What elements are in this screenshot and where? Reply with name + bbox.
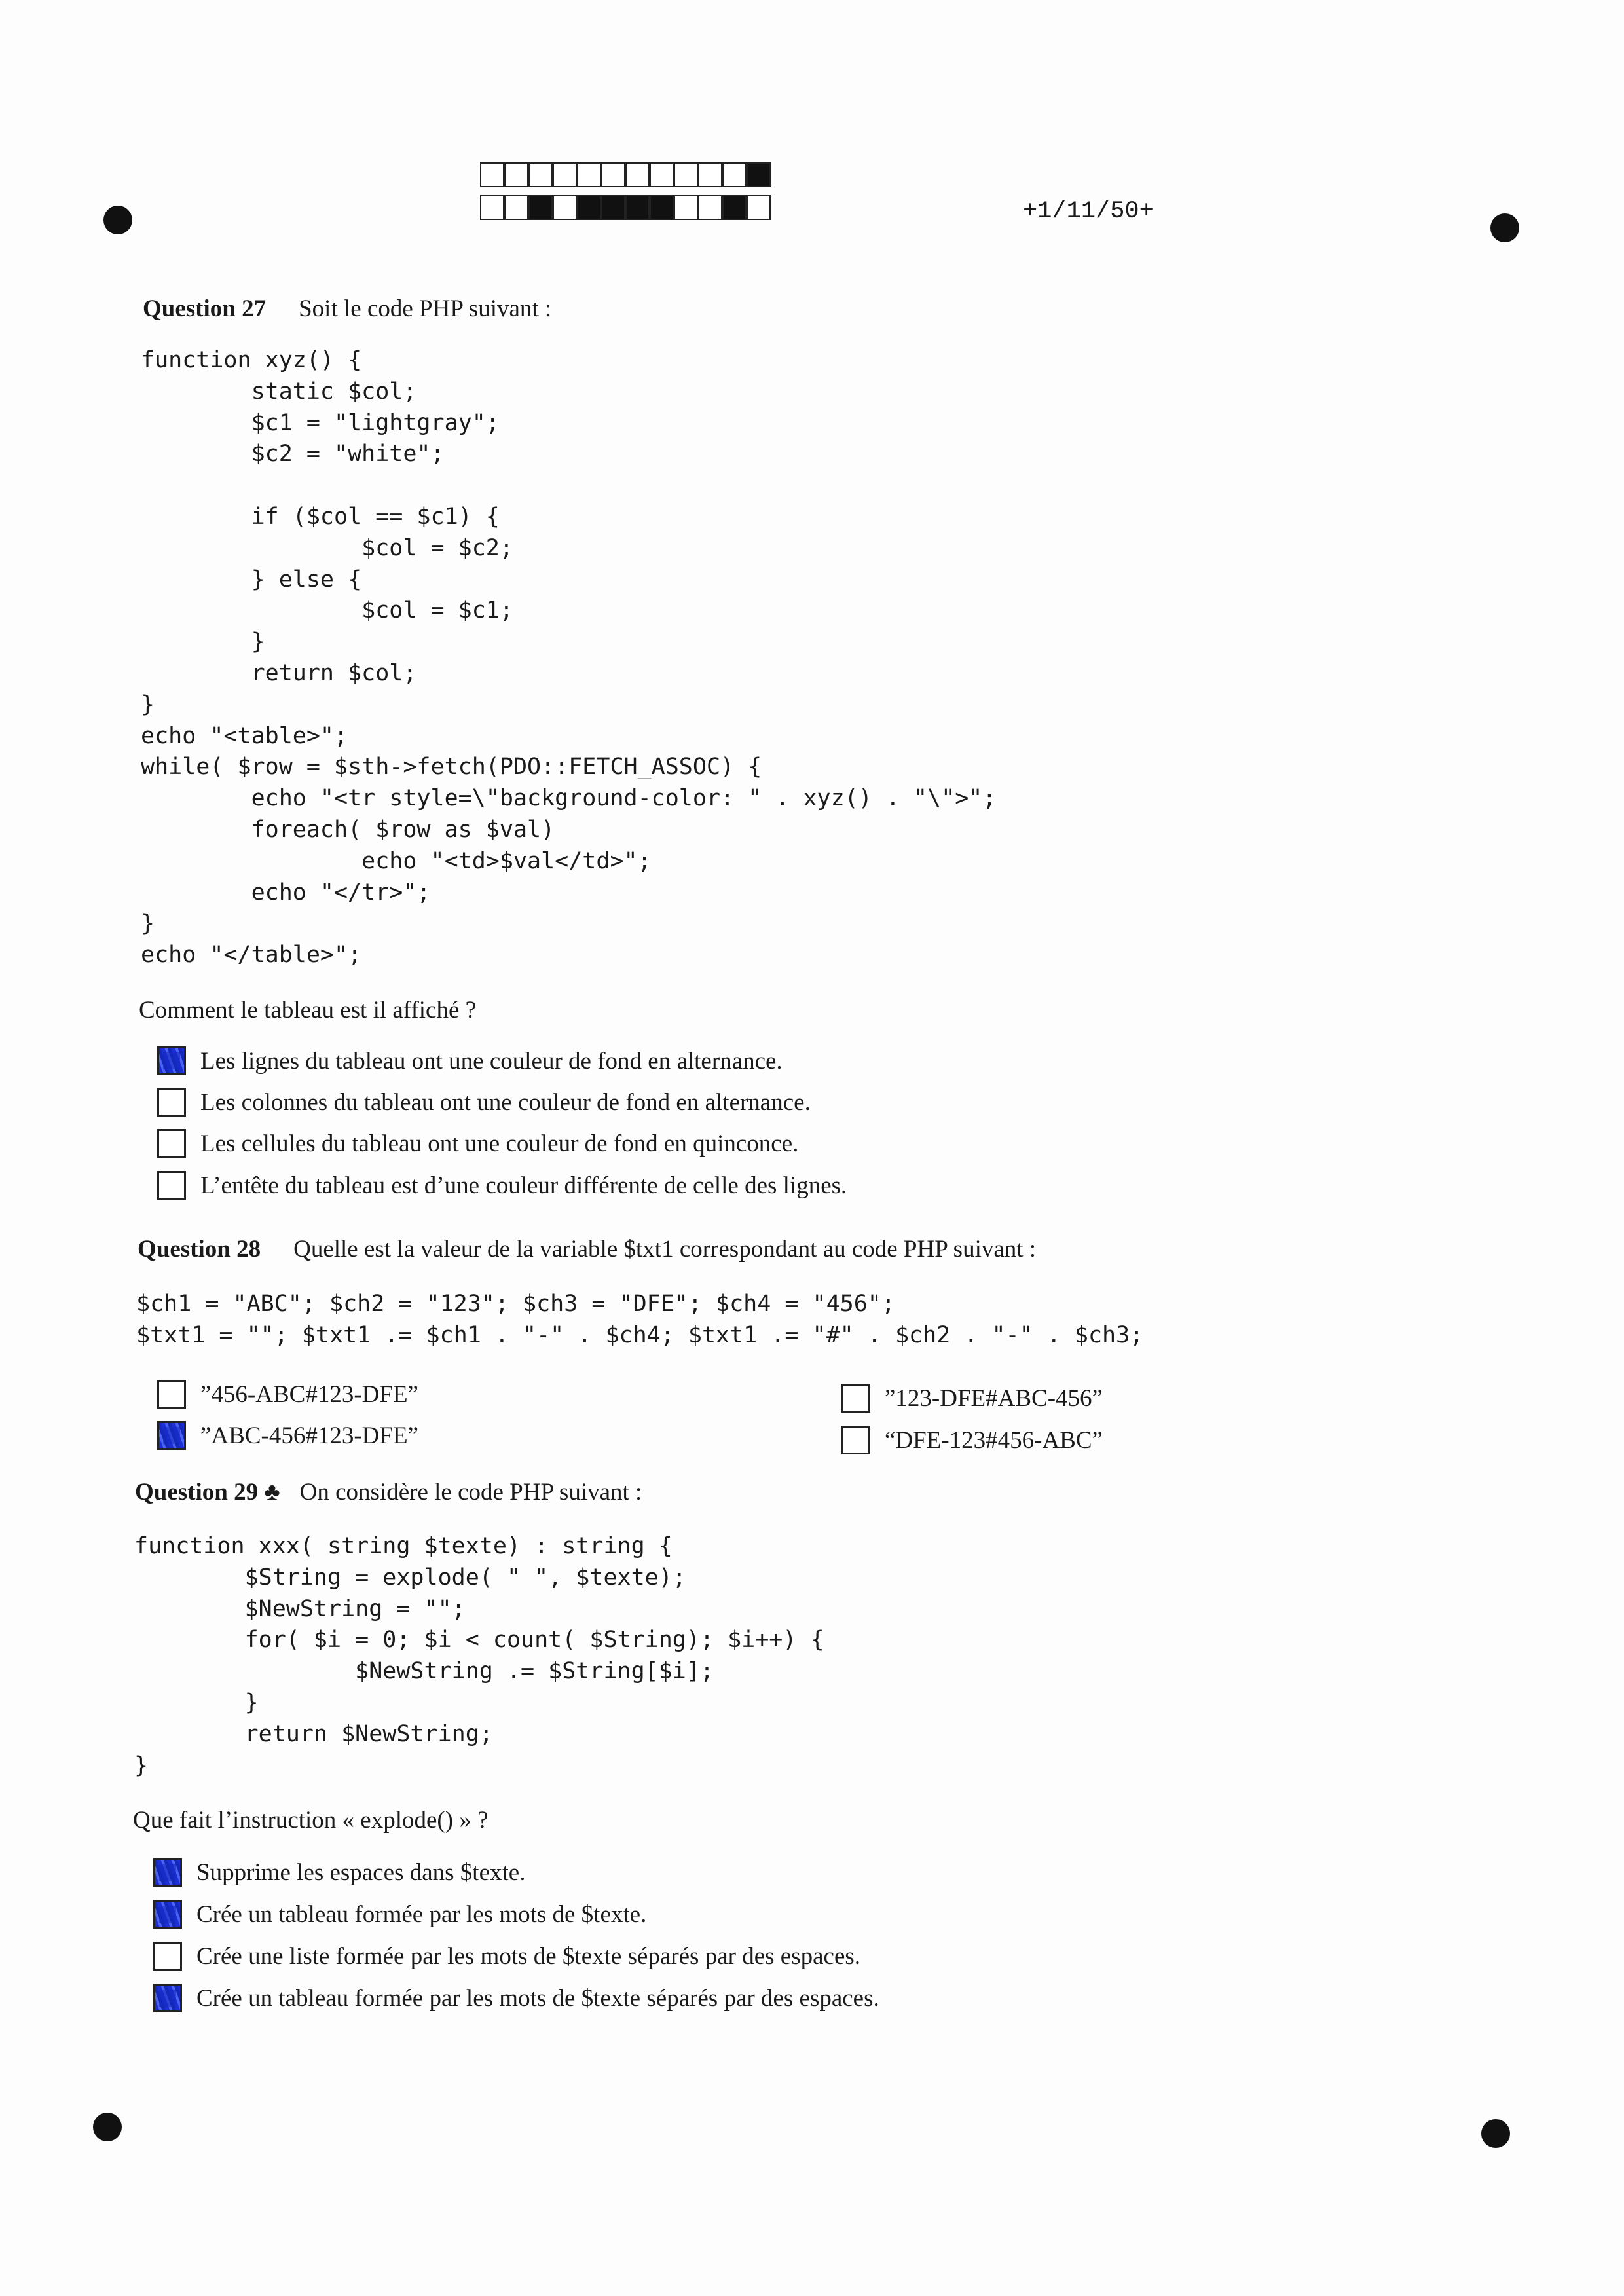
question-29-code: function xxx( string $texte) : string { $String = explode( " ", $texte); $NewString = ""; for( $i = 0; $i < count( $String); $i++) { $NewString .= $String[$i]; } return $NewString; } xyxy=(134,1533,824,1779)
id-cell xyxy=(674,195,698,220)
id-cell xyxy=(528,162,553,187)
q27-option-4-label: L’entête du tableau est d’une couleur différente de celle des lignes. xyxy=(200,1172,847,1199)
q28-option-1-label: ”456-ABC#123-DFE” xyxy=(200,1380,418,1408)
q28-option-2-checkbox[interactable] xyxy=(157,1421,186,1450)
id-cell xyxy=(747,195,771,220)
id-cell xyxy=(722,195,747,220)
id-cell xyxy=(698,195,722,220)
q29-option-2[interactable] xyxy=(153,1900,646,1929)
q27-option-4[interactable] xyxy=(157,1171,847,1200)
q29-option-4[interactable] xyxy=(153,1984,879,2012)
question-29-label: Question 29 xyxy=(135,1479,259,1506)
question-27-title xyxy=(143,295,551,323)
q27-option-2[interactable] xyxy=(157,1088,811,1117)
q28-option-1-checkbox[interactable] xyxy=(157,1380,186,1409)
corner-mark-top-right xyxy=(1490,213,1519,242)
q29-option-2-label: Crée un tableau formée par les mots de $texte. xyxy=(196,1900,647,1928)
question-28-text: Quelle est la valeur de la variable $txt1 correspondant au code PHP suivant : xyxy=(293,1236,1037,1263)
question-29-text: On considère le code PHP suivant : xyxy=(299,1479,642,1506)
id-cell xyxy=(480,195,504,220)
id-cell xyxy=(577,162,601,187)
q28-option-2[interactable] xyxy=(157,1421,418,1450)
q27-option-1[interactable] xyxy=(157,1046,783,1075)
id-cell xyxy=(504,162,528,187)
question-27-code: function xyz() { static $col; $c1 = "lightgray"; $c2 = "white"; if ($col == $c1) { $col = $c2; } else { $col = $c1; } return $col; } echo "<table>"; while( $row = $sth->fetch(PDO::FETCH_ASSOC) { echo "<tr style=\"background-color: " . xyz() . "\">"; foreach( $row as $val) echo "<td>$val</td>"; echo "</tr>"; } echo "</table>"; xyxy=(141,347,997,969)
q29-option-1-label: Supprime les espaces dans $texte. xyxy=(196,1859,526,1886)
id-cell xyxy=(698,162,722,187)
q29-option-3-label: Crée une liste formée par les mots de $texte séparés par des espaces. xyxy=(196,1942,861,1970)
q29-option-3-checkbox[interactable] xyxy=(153,1942,182,1971)
question-27-text: Soit le code PHP suivant : xyxy=(299,295,552,322)
q28-option-4-label: “DFE-123#456-ABC” xyxy=(885,1426,1103,1454)
question-27-prompt: Comment le tableau est il affiché ? xyxy=(139,997,477,1024)
q28-option-4-checkbox[interactable] xyxy=(841,1426,870,1454)
id-cell xyxy=(625,195,650,220)
q28-option-3-checkbox[interactable] xyxy=(841,1384,870,1413)
id-cell xyxy=(625,162,650,187)
q28-option-3-label: ”123-DFE#ABC-456” xyxy=(885,1384,1103,1412)
q29-option-1-checkbox[interactable] xyxy=(153,1858,182,1887)
id-cell xyxy=(601,162,625,187)
id-cell xyxy=(674,162,698,187)
q29-option-4-label: Crée un tableau formée par les mots de $texte séparés par des espaces. xyxy=(196,1984,879,2012)
id-cell xyxy=(577,195,601,220)
corner-mark-bottom-left xyxy=(93,2113,122,2141)
corner-mark-bottom-right xyxy=(1481,2119,1510,2148)
question-29-title xyxy=(135,1478,642,1506)
question-27-label: Question 27 xyxy=(143,295,267,322)
q28-option-2-label: ”ABC-456#123-DFE” xyxy=(200,1422,418,1449)
id-row-1 xyxy=(480,162,771,189)
id-cell xyxy=(601,195,625,220)
id-cell xyxy=(722,162,747,187)
id-cell xyxy=(504,195,528,220)
q29-option-2-checkbox[interactable] xyxy=(153,1900,182,1929)
id-row-2 xyxy=(480,195,771,221)
q29-option-3[interactable] xyxy=(153,1942,860,1971)
q27-option-3-label: Les cellules du tableau ont une couleur de fond en quinconce. xyxy=(200,1130,799,1157)
q27-option-3[interactable] xyxy=(157,1129,798,1158)
corner-mark-top-left xyxy=(103,206,132,234)
q28-option-1[interactable] xyxy=(157,1380,418,1409)
q27-option-2-checkbox[interactable] xyxy=(157,1088,186,1117)
q27-option-2-label: Les colonnes du tableau ont une couleur de fond en alternance. xyxy=(200,1088,811,1116)
q28-option-3[interactable] xyxy=(841,1384,1103,1413)
q27-option-1-checkbox[interactable] xyxy=(157,1046,186,1075)
id-cell xyxy=(528,195,553,220)
page-id: +1/11/50+ xyxy=(1023,198,1154,225)
student-id-grid xyxy=(480,162,771,228)
q27-option-1-label: Les lignes du tableau ont une couleur de fond en alternance. xyxy=(200,1047,783,1075)
q27-option-4-checkbox[interactable] xyxy=(157,1171,186,1200)
id-cell xyxy=(553,195,577,220)
id-cell xyxy=(650,162,674,187)
q29-option-4-checkbox[interactable] xyxy=(153,1984,182,2012)
id-cell xyxy=(480,162,504,187)
q27-option-3-checkbox[interactable] xyxy=(157,1129,186,1158)
club-icon: ♣ xyxy=(264,1479,280,1506)
question-28-title xyxy=(138,1235,1036,1263)
q28-option-4[interactable] xyxy=(841,1426,1103,1454)
id-cell xyxy=(747,162,771,187)
question-28-label: Question 28 xyxy=(138,1236,261,1263)
id-cell xyxy=(650,195,674,220)
question-28-code: $ch1 = "ABC"; $ch2 = "123"; $ch3 = "DFE"; $ch4 = "456"; $txt1 = ""; $txt1 .= $ch1 . "-" . $ch4; $txt1 .= "#" . $ch2 . "-" . $ch3; xyxy=(136,1291,1144,1348)
q29-option-1[interactable] xyxy=(153,1858,525,1887)
id-cell xyxy=(553,162,577,187)
question-29-prompt: Que fait l’instruction « explode() » ? xyxy=(133,1807,489,1834)
